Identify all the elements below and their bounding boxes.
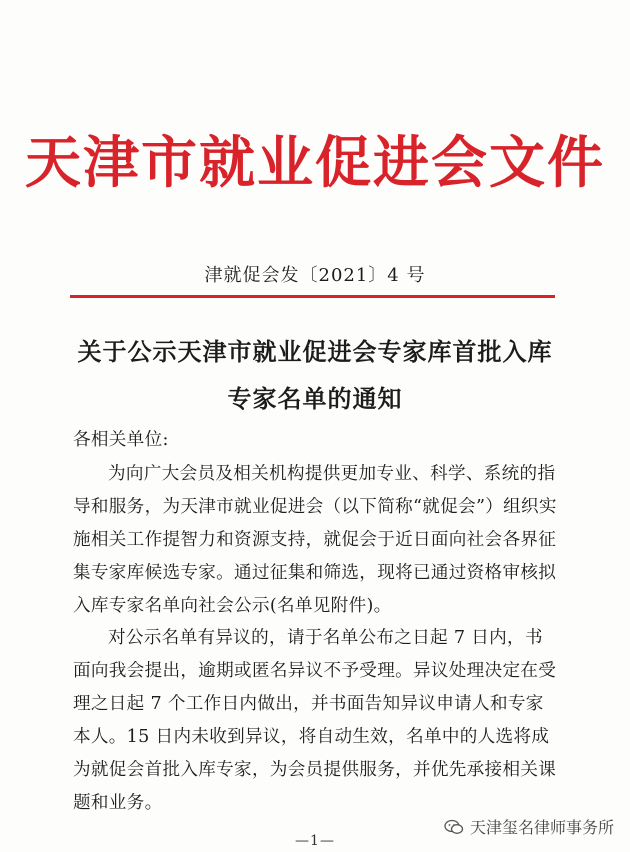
body-paragraph-1: 为向广大会员及相关机构提供更加专业、科学、系统的指导和服务，为天津市就业促进会（以下简称“就促会”）组织实施相关工作提智力和资源支持，就促会于近日面向社会各界征集专家库候选专家。通过征集和筛选，现将已通过资格审核拟入库专家名单向社会公示(名单见附件)。	[73, 464, 557, 616]
document-number: 津就促会发〔2021〕4 号	[204, 265, 426, 286]
addressee: 各相关单位:	[73, 430, 169, 450]
red-divider	[70, 295, 555, 298]
page-number: —1—	[295, 833, 335, 849]
notice-title-line-1: 关于公示天津市就业促进会专家库首批入库	[77, 337, 553, 366]
notice-title-line-2: 专家名单的通知	[227, 384, 403, 413]
watermark-text: 天津玺名律师事务所	[469, 818, 614, 837]
body-paragraph-2: 对公示名单有异议的，请于名单公布之日起 7 日内，书面向我会提出，逾期或匿名异议不予受理。异议处理决定在受理之日起 7 个工作日内做出，并书面告知异议申请人和专家本人。15 日内未收到异议，将自动生效，名单中的人选将成为就促会首批入库专家，为会员提供服务，并优先承接相关课题和业务。	[73, 628, 557, 813]
masthead: 天津市就业促进会文件	[25, 130, 605, 196]
